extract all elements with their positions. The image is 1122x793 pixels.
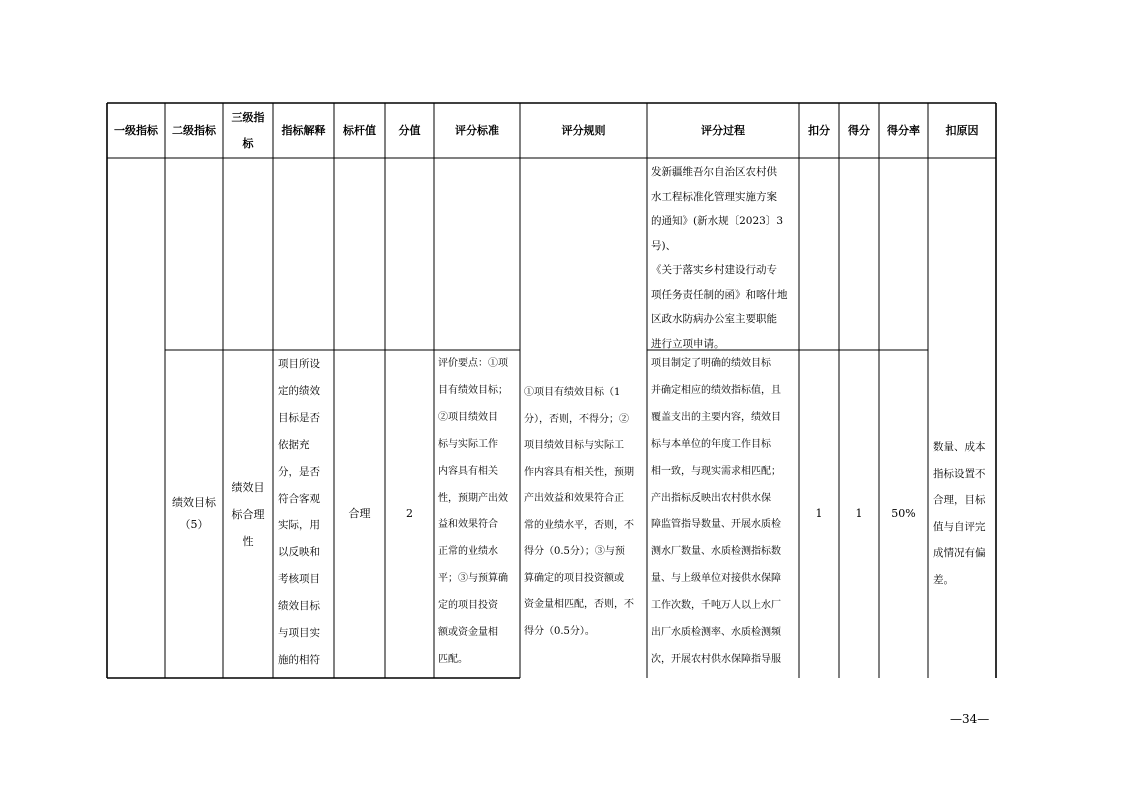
row2-deduction: 1 (815, 506, 823, 520)
row2-rules: ①项目有绩效目标（1 分），否则，不得分；② 项目绩效目标与实际工 作内容具有相关性，预期 产出效益和效果符合正 常的业绩水平，否则，不 得分（0.5分）；③与预 算确定的项目投资额或 资金量相匹配，否则，不 得分（0.5分）。 (524, 387, 634, 637)
row2-score: 1 (855, 506, 863, 520)
row2-reason: 数量、成本 指标设置不 合理，目标 值与自评完 成情况有偏 差。 (933, 441, 986, 586)
header-score-value: 分值 (398, 124, 421, 137)
header-process: 评分过程 (701, 124, 745, 137)
row2-explanation: 项目所设 定的绩效 目标是否 依据充 分，是否 符合客观 实际，用 以反映和 考核项目 绩效目标 与项目实 施的相符 (278, 358, 320, 666)
header-level2: 二级指标 (172, 124, 216, 137)
row2-standard: 评价要点：①项 目有绩效目标； ②项目绩效目 标与实际工作 内容具有相关 性，预期产出效 益和效果符合 正常的业绩水 平；③与预算确 定的项目投资 额或资金量相 匹配。 (438, 358, 508, 665)
header-score: 得分 (848, 124, 870, 137)
row2-process: 项目制定了明确的绩效目标 并确定相应的绩效指标值，且 覆盖支出的主要内容，绩效目 标与本单位的年度工作目标 相一致，与现实需求相匹配； 产出指标反映出农村供水保 障监管指导数量、开展水质检 测水厂数量、水质检测指标数 量、与上级单位对接供水保障 工作次数，千吨万人以上水厂 出厂水质检测率、水质检测频 次，开展农村供水保障指导服 (651, 358, 781, 665)
row2-score-value: 2 (406, 506, 413, 520)
header-benchmark: 标杆值 (343, 124, 376, 137)
header-level3: 三级指 标 (231, 110, 265, 150)
header-level1: 一级指标 (114, 124, 158, 137)
header-explanation: 指标解释 (281, 124, 326, 137)
row2-level3: 绩效目 标合理 性 (231, 480, 265, 548)
header-rate: 得分率 (887, 124, 920, 137)
row2-rate: 50% (891, 506, 916, 520)
row2-benchmark: 合理 (348, 506, 371, 520)
header-reason: 扣原因 (945, 124, 979, 137)
row2-level2: 绩效目标 （5） (172, 496, 216, 531)
header-standard: 评分标准 (455, 124, 499, 137)
header-deduction: 扣分 (808, 124, 830, 137)
header-rules: 评分规则 (561, 124, 606, 137)
row1-process: 发新疆维吾尔自治区农村供 水工程标准化管理实施方案 的通知》(新水规〔2023〕3号)、 《关于落实乡村建设行动专 项任务责任制的函》和喀什地 区政水防病办公室主要职能 进行立项申请。 (651, 166, 788, 350)
page-number: —34— (950, 712, 990, 726)
